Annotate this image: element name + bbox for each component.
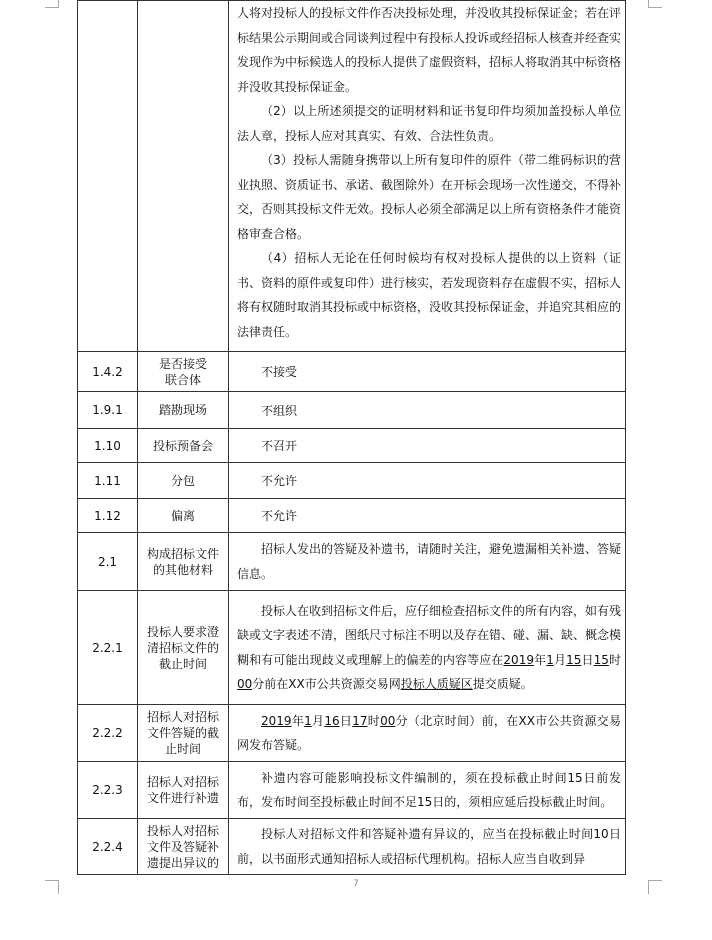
- cell-number: 2.2.4: [78, 819, 138, 875]
- cell-content: [229, 533, 626, 591]
- paragraph: [229, 709, 625, 758]
- cell-item: 偏离: [138, 499, 229, 533]
- date-month: 1: [546, 652, 554, 667]
- crop-mark: [648, 0, 649, 7]
- paragraph: 招标人发出的答疑及补遗书，请随时关注，避免遗漏相关补遗、答疑信息。: [237, 542, 622, 581]
- cell-value: 不组织: [261, 403, 298, 418]
- cell-number: 1.4.2: [78, 352, 138, 392]
- cell-content: [229, 762, 626, 819]
- cell-value: 不允许: [261, 474, 298, 488]
- text: 时: [367, 713, 381, 728]
- cell-number: 2.2.1: [78, 591, 138, 705]
- cell-content: [229, 429, 626, 463]
- cell-content: [229, 819, 626, 875]
- date-month: 1: [304, 713, 312, 728]
- text: 年: [533, 652, 547, 667]
- text: 时: [608, 652, 621, 667]
- table-row: [78, 352, 626, 392]
- text: 年: [291, 713, 305, 728]
- table-row: [78, 591, 626, 705]
- cell-item: 构成招标文件的其他材料: [138, 533, 229, 591]
- cell-item: 分包: [138, 463, 229, 499]
- table-row: [78, 705, 626, 762]
- cell-number: 1.12: [78, 499, 138, 533]
- crop-mark: [648, 7, 662, 8]
- cell-number: 1.11: [78, 463, 138, 499]
- crop-mark: [58, 0, 59, 7]
- question-area-link[interactable]: 投标人质疑区: [400, 677, 473, 691]
- cell-value: 不接受: [261, 365, 298, 379]
- text: 投标人在收到招标文件后，应仔细检查招标文件的所有内容，如有残缺或文字表述不清，图纸尺寸标注不明以及存在错、碰、漏、缺、概念模糊和有可能出现歧义或理解上的偏差的内容等应在: [237, 603, 622, 667]
- paragraph: （3）投标人需随身携带以上所有复印件的原件（带二维码标识的营业执照、资质证书、承诺、截图除外）在开标会现场一次性递交，不得补交，否则其投标文件无效。投标人必须全部满足以上所有资格条件才能资格审查合格。: [237, 153, 622, 241]
- table-row: [78, 463, 626, 499]
- cell-value: 不召开: [261, 439, 298, 453]
- table-row: [78, 762, 626, 819]
- cell-number: 1.9.1: [78, 392, 138, 429]
- cell-item: 是否接受联合体: [138, 352, 229, 392]
- paragraph: （4）招标人无论在任何时候均有权对投标人提供的以上资料（证书、资料的原件或复印件）进行核实，若发现资料存在虚假不实，招标人将有权随时取消其投标或中标资格，没收其投标保证金，并追究其相应的法律责任。: [237, 251, 622, 339]
- paragraph: 投标人对招标文件和答疑补遗有异议的，应当在投标截止时间10日前，以书面形式通知招标人或招标代理机构。招标人应当自收到异: [237, 827, 621, 866]
- text: 日: [581, 652, 594, 667]
- table-row: [78, 819, 626, 875]
- cell-item: 投标人对招标文件及答疑补遗提出异议的: [138, 819, 229, 875]
- cell-item: 踏勘现场: [138, 392, 229, 429]
- crop-mark: [45, 7, 59, 8]
- cell-number: 2.1: [78, 533, 138, 591]
- cell-item: 投标人要求澄清招标文件的截止时间: [138, 591, 229, 705]
- paragraph: [229, 599, 625, 697]
- cell-content: [229, 705, 626, 762]
- table-row: [78, 1, 626, 352]
- cell-content: [229, 1, 626, 352]
- cell-content: [229, 499, 626, 533]
- date-year: 2019: [503, 652, 534, 667]
- cell-content: [229, 392, 626, 429]
- table-row: [78, 429, 626, 463]
- cell-content: [229, 352, 626, 392]
- bid-data-table: [77, 0, 626, 875]
- cell-item: 招标人对招标文件进行补遗: [138, 762, 229, 819]
- cell-value: 不允许: [261, 509, 298, 523]
- cell-content: [229, 591, 626, 705]
- date-day: 15: [566, 652, 582, 667]
- cell-number: 2.2.2: [78, 705, 138, 762]
- cell-number: 1.10: [78, 429, 138, 463]
- text: 日: [339, 713, 353, 728]
- cell-number: 2.2.3: [78, 762, 138, 819]
- cell-item: [138, 1, 229, 352]
- paragraph: 人将对投标人的投标文件作否决投标处理，并没收其投标保证金；若在评标结果公示期间或合同谈判过程中有投标人投诉或经招标人核查并经查实发现作为中标候选人的投标人提供了虚假资料，招标人将取消其中标资格并没收其投标保证金。: [237, 6, 622, 94]
- time-minute: 00: [380, 713, 396, 728]
- time-hour: 15: [593, 652, 609, 667]
- text: 分前在XX市公共资源交易网: [252, 677, 401, 691]
- text: 月: [311, 713, 325, 728]
- cell-content: [229, 463, 626, 499]
- cell-number: [78, 1, 138, 352]
- date-day: 16: [324, 713, 340, 728]
- table-row: [78, 392, 626, 429]
- table-row: [78, 533, 626, 591]
- table-row: [78, 499, 626, 533]
- text: 分（北京时间）前，在XX市公共资源交易网发布答疑。: [237, 713, 621, 752]
- cell-item: 投标预备会: [138, 429, 229, 463]
- paragraph: （2）以上所述须提交的证明材料和证书复印件均须加盖投标人单位法人章，投标人应对其真实、有效、合法性负责。: [237, 104, 621, 143]
- text: 提交质疑。: [472, 677, 533, 691]
- time-minute: 00: [237, 677, 253, 691]
- date-year: 2019: [261, 713, 292, 728]
- text: 月: [553, 652, 567, 667]
- cell-item: 招标人对招标文件答疑的截止时间: [138, 705, 229, 762]
- time-hour: 17: [352, 713, 368, 728]
- page-number: 7: [353, 879, 359, 889]
- paragraph: 补遗内容可能影响投标文件编制的，须在投标截止时间15日前发布，发布时间至投标截止时间不足15日的，须相应延后投标截止时间。: [237, 770, 621, 809]
